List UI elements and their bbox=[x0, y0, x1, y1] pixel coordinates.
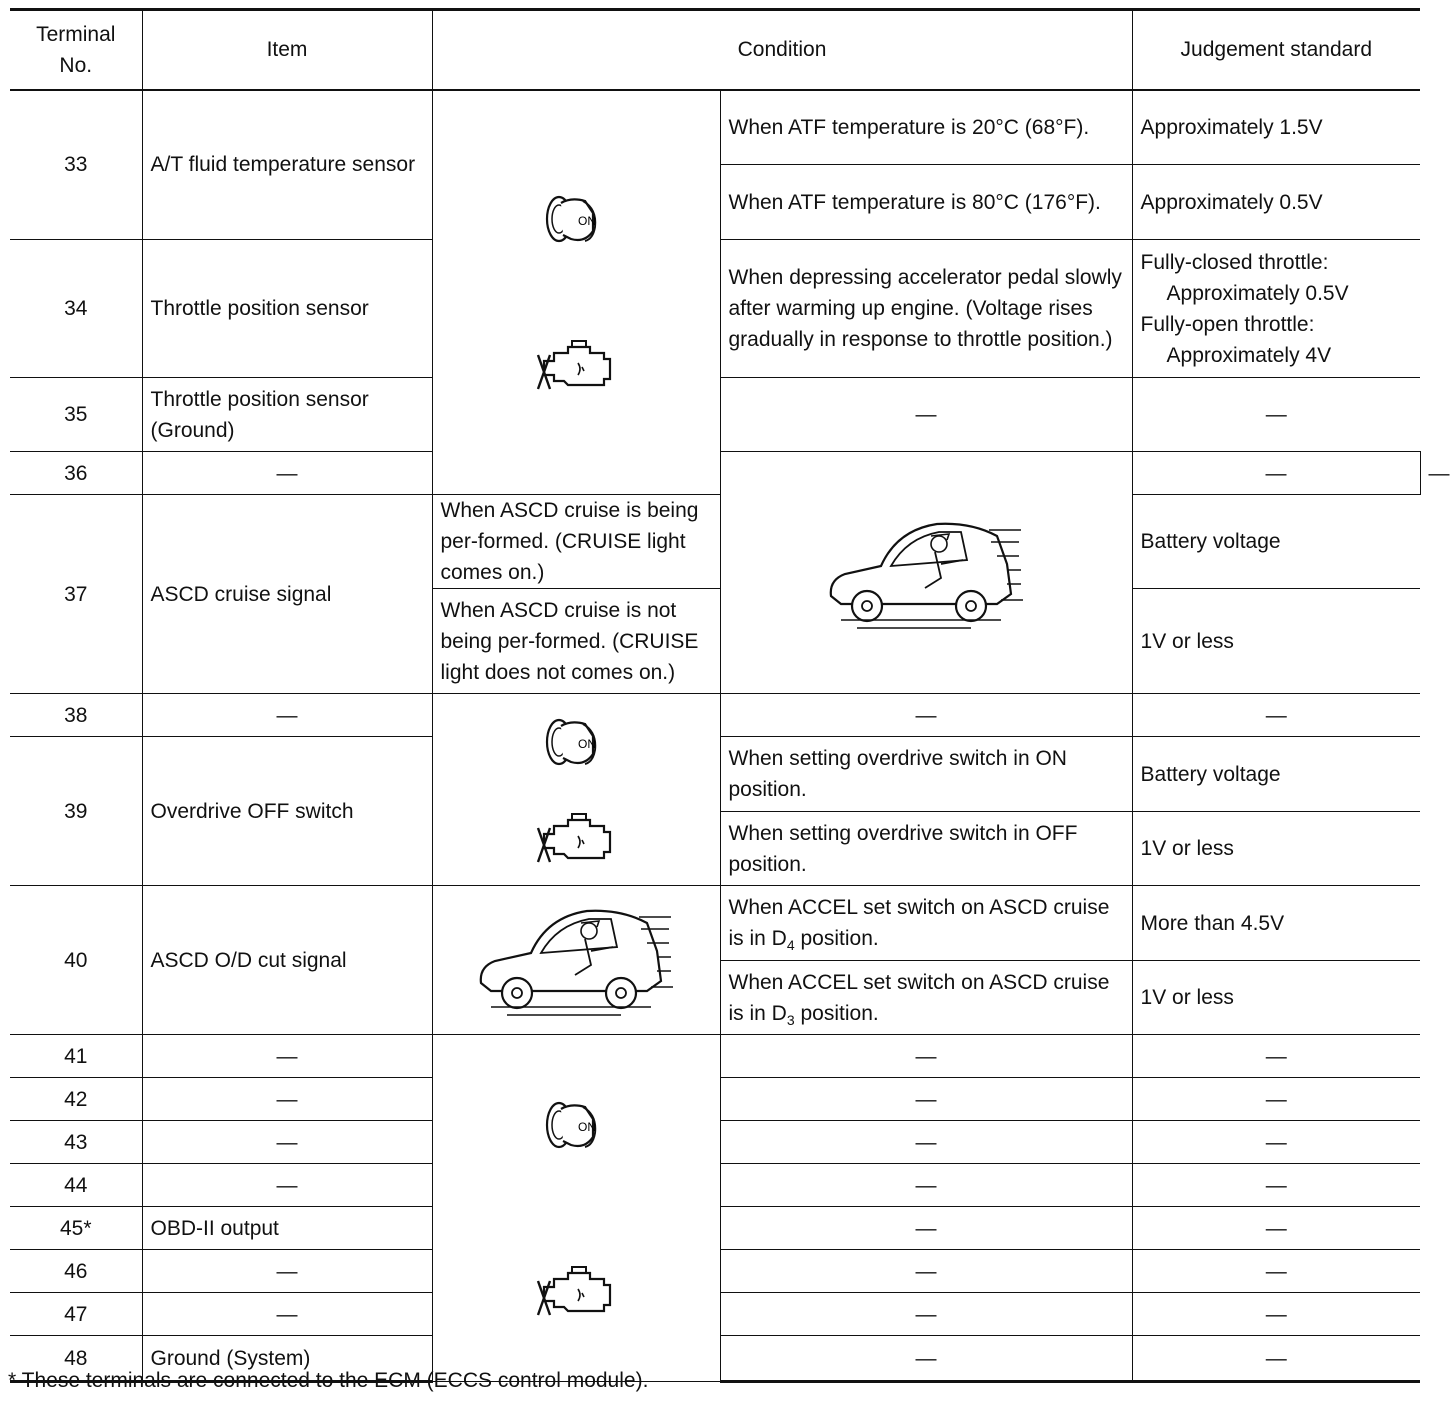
item-name: — bbox=[142, 1078, 432, 1121]
judgement-value: Approximately 0.5V bbox=[1132, 165, 1420, 240]
condition-text: When setting overdrive switch in OFF position. bbox=[720, 812, 1132, 886]
judgement-value: 1V or less bbox=[1132, 961, 1420, 1035]
judgement-value: — bbox=[1132, 1035, 1420, 1078]
ignition-key-on-icon bbox=[541, 1093, 611, 1159]
condition-text: — bbox=[720, 1250, 1132, 1293]
item-name: ASCD cruise signal bbox=[142, 495, 432, 694]
item-name: OBD-II output bbox=[142, 1207, 432, 1250]
ignition-key-on-icon bbox=[541, 710, 611, 776]
terminal-number: 45* bbox=[10, 1207, 142, 1250]
table-row bbox=[10, 694, 1420, 737]
condition-text: — bbox=[720, 1078, 1132, 1121]
condition-icons-41-48 bbox=[432, 1035, 720, 1382]
judgement-line: Approximately 4V bbox=[1166, 343, 1332, 367]
header-judgement: Judgement standard bbox=[1132, 10, 1420, 90]
judgement-value: Approximately 1.5V bbox=[1132, 90, 1420, 165]
table-row: 36 — — — bbox=[10, 452, 1420, 495]
condition-text-part: position. bbox=[794, 1001, 879, 1025]
car-driving-icon bbox=[821, 508, 1031, 638]
item-name: — bbox=[142, 1164, 432, 1207]
engine-running-icon bbox=[534, 1257, 618, 1323]
condition-text: When ASCD cruise is being per-formed. (CRUISE light comes on.) bbox=[432, 495, 720, 589]
judgement-value: — bbox=[1132, 694, 1420, 737]
condition-text: — bbox=[720, 694, 1132, 737]
condition-icons-38-39 bbox=[432, 694, 720, 886]
condition-text: When ATF temperature is 20°C (68°F). bbox=[720, 90, 1132, 165]
condition-text bbox=[720, 886, 1132, 961]
item-name: — bbox=[142, 1250, 432, 1293]
judgement-line: Approximately 0.5V bbox=[1166, 281, 1349, 305]
condition-text: — bbox=[720, 1207, 1132, 1250]
engine-running-icon bbox=[534, 804, 618, 870]
header-item: Item bbox=[142, 10, 432, 90]
ignition-key-on-icon bbox=[541, 187, 611, 253]
condition-text: — bbox=[720, 1121, 1132, 1164]
terminal-number: 35 bbox=[10, 378, 142, 452]
table-row bbox=[10, 90, 1420, 165]
condition-text: — bbox=[720, 378, 1132, 452]
header-row bbox=[10, 10, 1420, 90]
condition-text: When depressing accelerator pedal slowly after warming up engine. (Voltage rises gradually in response to throttle position.) bbox=[720, 240, 1132, 378]
judgement-value: — bbox=[1132, 1293, 1420, 1336]
item-name: — bbox=[142, 1035, 432, 1078]
item-name: Throttle position sensor bbox=[142, 240, 432, 378]
item-name: — bbox=[142, 1293, 432, 1336]
svg-text:ON: ON bbox=[578, 736, 596, 751]
condition-text-part: position. bbox=[794, 927, 879, 950]
svg-text:ON: ON bbox=[578, 1120, 596, 1134]
terminal-number: 37 bbox=[10, 495, 142, 694]
condition-text-part: When ACCEL set switch on ASCD cruise is in D bbox=[728, 970, 1110, 1025]
engine-running-icon bbox=[534, 331, 618, 397]
judgement-value: — bbox=[1132, 1207, 1420, 1250]
item-name: A/T fluid temperature sensor bbox=[142, 90, 432, 240]
judgement-value: — bbox=[1132, 1121, 1420, 1164]
item-name: Ground (System) bbox=[142, 1336, 432, 1382]
terminal-number: 43 bbox=[10, 1121, 142, 1164]
footnote: * These terminals are connected to the ECM (ECCS control module). bbox=[8, 1369, 649, 1392]
terminal-number: 34 bbox=[10, 240, 142, 378]
item-name: — bbox=[142, 1121, 432, 1164]
judgement-value: — bbox=[1132, 1336, 1420, 1382]
car-driving-icon bbox=[471, 895, 681, 1025]
judgement-value: — bbox=[1132, 378, 1420, 452]
terminal-number: 47 bbox=[10, 1293, 142, 1336]
item-name: Throttle position sensor (Ground) bbox=[142, 378, 432, 452]
judgement-value: Battery voltage bbox=[1132, 495, 1420, 589]
terminal-number: 46 bbox=[10, 1250, 142, 1293]
gear-subscript: 3 bbox=[786, 1011, 795, 1028]
condition-text: When setting overdrive switch in ON position. bbox=[720, 737, 1132, 812]
terminal-number: 33 bbox=[10, 90, 142, 240]
judgement-value: More than 4.5V bbox=[1132, 886, 1420, 961]
condition-text: When ASCD cruise is not being per-formed. (CRUISE light does not comes on.) bbox=[432, 589, 720, 694]
table-row bbox=[10, 1035, 1420, 1078]
terminal-table bbox=[10, 8, 1450, 1383]
header-condition: Condition bbox=[432, 10, 1132, 90]
condition-icons-36-37 bbox=[720, 452, 1132, 694]
judgement-line: Fully-open throttle: bbox=[1140, 312, 1315, 336]
item-name: — bbox=[142, 694, 432, 737]
terminal-number: 39 bbox=[10, 737, 142, 886]
item-name: ASCD O/D cut signal bbox=[142, 886, 432, 1035]
condition-text: — bbox=[720, 1336, 1132, 1382]
terminal-number: 42 bbox=[10, 1078, 142, 1121]
condition-text: — bbox=[720, 1035, 1132, 1078]
table-row bbox=[10, 886, 1420, 961]
judgement-value: Battery voltage bbox=[1132, 737, 1420, 812]
terminal-number: 48 bbox=[10, 1336, 142, 1382]
condition-text: When ATF temperature is 80°C (176°F). bbox=[720, 165, 1132, 240]
terminal-number: 41 bbox=[10, 1035, 142, 1078]
terminal-number: 44 bbox=[10, 1164, 142, 1207]
item-name: Overdrive OFF switch bbox=[142, 737, 432, 886]
condition-icons-33-35 bbox=[432, 90, 720, 495]
terminal-number: 38 bbox=[10, 694, 142, 737]
gear-subscript: 4 bbox=[786, 937, 795, 954]
judgement-value: — bbox=[1132, 1078, 1420, 1121]
condition-icons-40 bbox=[432, 886, 720, 1035]
condition-text: — bbox=[720, 1164, 1132, 1207]
terminal-number: 40 bbox=[10, 886, 142, 1035]
condition-text: — bbox=[720, 1293, 1132, 1336]
condition-text bbox=[720, 961, 1132, 1035]
judgement-line: Fully-closed throttle: bbox=[1140, 250, 1329, 274]
judgement-value: — bbox=[1132, 1164, 1420, 1207]
judgement-value: 1V or less bbox=[1132, 812, 1420, 886]
item-name: — bbox=[142, 452, 432, 495]
header-terminal: Terminal No. bbox=[10, 10, 142, 90]
condition-text: — bbox=[1132, 452, 1420, 495]
svg-text:ON: ON bbox=[578, 214, 596, 229]
table-row bbox=[10, 495, 1420, 589]
condition-text-part: When ACCEL set switch on ASCD cruise is in D bbox=[728, 896, 1110, 950]
terminal-number: 36 bbox=[10, 452, 142, 495]
judgement-value: 1V or less bbox=[1132, 589, 1420, 694]
judgement-value: — bbox=[1132, 1250, 1420, 1293]
judgement-value bbox=[1132, 240, 1420, 378]
